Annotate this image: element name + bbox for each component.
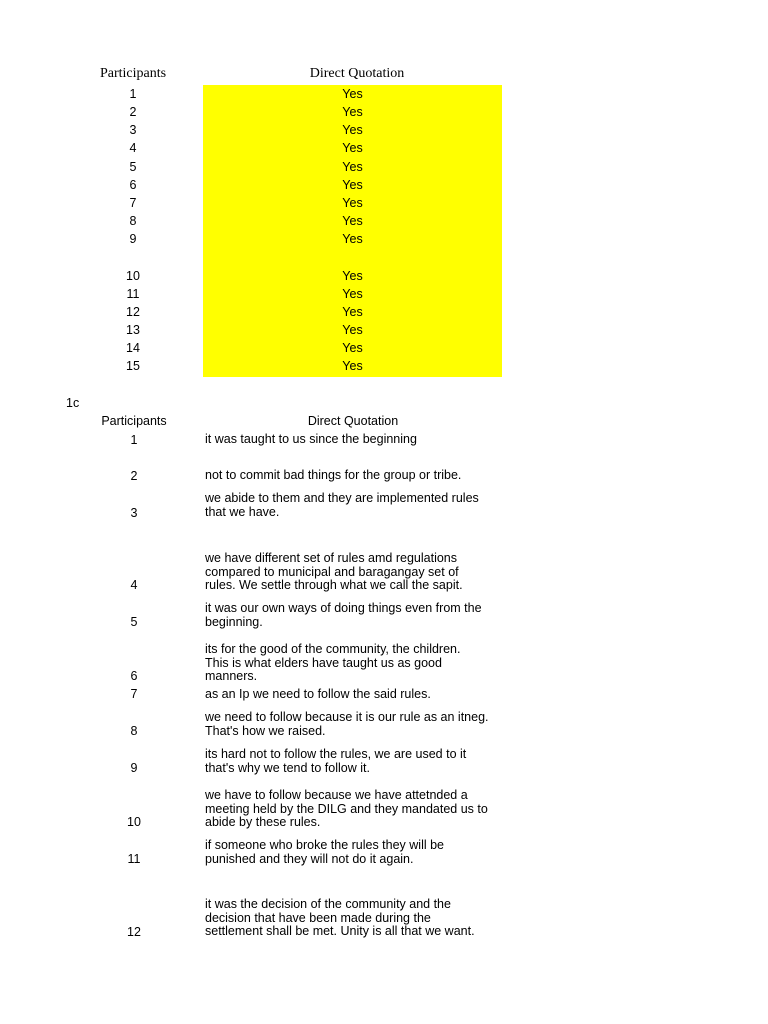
table1-quotation-value: Yes — [342, 305, 363, 319]
section-label: 1c — [66, 396, 80, 410]
table1-quotation-value: Yes — [342, 232, 363, 246]
table1-quotation-value: Yes — [342, 178, 363, 192]
table1-participant-number: 3 — [129, 123, 137, 137]
table2-quotation — [205, 688, 510, 702]
quotation-line: we have to follow because we have attetnded a — [205, 788, 468, 802]
table2-participant-number: 11 — [127, 852, 141, 866]
table1-quotation-value: Yes — [342, 269, 363, 283]
quotation-line: beginning. — [205, 614, 263, 629]
quotation-line: manners. — [205, 669, 258, 683]
table2-quotation — [205, 748, 510, 775]
table2-participant-number: 4 — [130, 578, 138, 592]
table1-quotation-value: Yes — [342, 160, 363, 174]
quotation-line: we abide to them and they are implemented rules — [205, 491, 479, 505]
quotation-line: This is what elders have taught us as good — [205, 655, 442, 670]
table1-participant-number: 10 — [126, 269, 140, 283]
table1-quotation-value: Yes — [342, 341, 363, 355]
quotation-line: settlement shall be met. Unity is all that we want. — [205, 924, 475, 938]
quotation-line: decision that have been made during the — [205, 910, 431, 925]
table2-participant-number: 6 — [130, 669, 138, 683]
table1-participant-number: 1 — [129, 87, 137, 101]
table1-participant-number: 5 — [129, 160, 137, 174]
table1-quotation-value: Yes — [342, 359, 363, 373]
table2-participant-number: 7 — [130, 687, 138, 701]
table1-participant-number: 9 — [129, 232, 137, 246]
table1-quotation-value: Yes — [342, 196, 363, 210]
table1-quotation-value: Yes — [342, 141, 363, 155]
quotation-line: its for the good of the community, the children. — [205, 642, 461, 656]
quotation-line: that we have. — [205, 504, 280, 519]
table2-quotation — [205, 552, 510, 593]
table1-quotation-value: Yes — [342, 123, 363, 137]
quotation-line: we need to follow because it is our rule as an itneg. — [205, 710, 489, 724]
table2-quotation — [205, 898, 510, 939]
quotation-line: abide by these rules. — [205, 815, 321, 829]
quotation-line: That's how we raised. — [205, 723, 326, 738]
table2-participant-number: 12 — [127, 925, 141, 939]
quotation-line: as an Ip we need to follow the said rules. — [205, 687, 431, 701]
table2-participant-number: 8 — [130, 724, 138, 738]
table2-participant-number: 9 — [130, 761, 138, 775]
table1-quotation-value: Yes — [342, 214, 363, 228]
table2-quotation — [205, 711, 510, 738]
table1-quotation-value: Yes — [342, 287, 363, 301]
quotation-line: it was our own ways of doing things even from the — [205, 601, 482, 615]
quotation-line: it was the decision of the community and the — [205, 897, 451, 911]
quotation-line: not to commit bad things for the group or tribe. — [205, 468, 462, 482]
table2-participant-number: 3 — [130, 506, 138, 520]
table1-quotation-value: Yes — [342, 87, 363, 101]
quotation-line: its hard not to follow the rules, we are used to it — [205, 747, 467, 761]
table2-quotation — [205, 469, 510, 483]
table2-quotation — [205, 643, 510, 684]
table2-quotation — [205, 602, 510, 629]
table2-participant-number: 2 — [130, 469, 138, 483]
table2-quotation — [205, 789, 510, 830]
quotation-line: it was taught to us since the beginning — [205, 432, 417, 446]
table1-header-quotation: Direct Quotation — [309, 66, 405, 81]
table1-participant-number: 7 — [129, 196, 137, 210]
table2-quotation — [205, 839, 510, 866]
table1-participant-number: 13 — [126, 323, 140, 337]
table2-quotation — [205, 433, 510, 447]
table1-participant-number: 2 — [129, 105, 137, 119]
table1-participant-number: 15 — [126, 359, 140, 373]
table2-participant-number: 5 — [130, 615, 138, 629]
table2-participant-number: 1 — [130, 433, 138, 447]
table1-participant-number: 4 — [129, 141, 137, 155]
quotation-line: we have different set of rules amd regulations — [205, 551, 457, 565]
table1-participant-number: 8 — [129, 214, 137, 228]
table2-quotation — [205, 492, 510, 519]
table2-header-quotation: Direct Quotation — [307, 414, 399, 428]
table1-participant-number: 14 — [126, 341, 140, 355]
quotation-line: punished and they will not do it again. — [205, 851, 414, 866]
table1-participant-number: 11 — [126, 287, 140, 301]
quotation-line: that's why we tend to follow it. — [205, 760, 370, 775]
table1-quotation-value: Yes — [342, 323, 363, 337]
table1-quotation-value: Yes — [342, 105, 363, 119]
table1-header-participants: Participants — [99, 66, 167, 81]
quotation-line: rules. We settle through what we call the sapit. — [205, 578, 463, 592]
table1-participant-number: 12 — [126, 305, 140, 319]
quotation-line: meeting held by the DILG and they mandated us to — [205, 801, 488, 816]
table2-participant-number: 10 — [127, 815, 141, 829]
quotation-line: if someone who broke the rules they will be — [205, 838, 445, 852]
table2-header-participants: Participants — [101, 414, 167, 428]
table1-participant-number: 6 — [129, 178, 137, 192]
quotation-line: compared to municipal and baragangay set of — [205, 564, 459, 579]
